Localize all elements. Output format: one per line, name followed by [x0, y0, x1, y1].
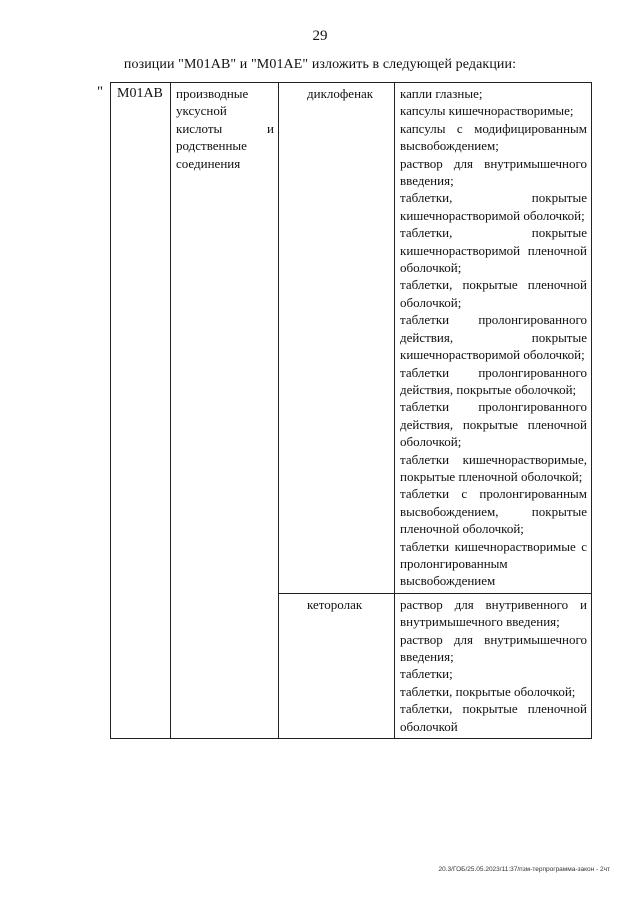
atc-code: М01АВ	[111, 83, 171, 739]
group-name: производные уксусной кислоты и родственные соединения	[171, 83, 279, 739]
dosage-form: таблетки кишечнорастворимые, покрытые пленочной оболочкой;	[400, 451, 587, 484]
intro-text: позиции "М01АВ" и "М01АЕ" изложить в следующей редакции:	[123, 57, 517, 72]
dosage-form: таблетки с пролонгированным высвобождением, покрытые пленочной оболочкой;	[400, 486, 587, 537]
dosage-form: таблетки пролонгированного действия, покрытые оболочкой;	[400, 364, 587, 397]
dosage-form: таблетки пролонгированного действия, покрытые кишечнорастворимой оболочкой;	[400, 312, 587, 363]
dosage-forms	[395, 593, 592, 738]
dosage-form: таблетки, покрытые оболочкой;	[400, 683, 576, 699]
page-number: 29	[312, 28, 328, 44]
dosage-forms	[395, 83, 592, 594]
dosage-form: таблетки, покрытые кишечнорастворимой оболочкой;	[400, 190, 587, 223]
dosage-form: таблетки пролонгированного действия, покрытые пленочной оболочкой;	[400, 399, 587, 450]
drug-name: диклофенак	[279, 83, 395, 594]
document-footer: 20.3/ГОБ/25.05.2023/11:37/пзм-терпрограмма-закон - 2чт	[438, 866, 610, 873]
dosage-form: таблетки кишечнорастворимые с пролонгированным высвобождением	[400, 538, 587, 589]
dosage-form: капсулы кишечнорастворимые;	[400, 103, 574, 119]
dosage-form: таблетки, покрытые кишечнорастворимой пленочной оболочкой;	[400, 225, 587, 276]
dosage-form: раствор для внутримышечного введения;	[400, 631, 587, 664]
dosage-form: таблетки;	[400, 666, 453, 682]
dosage-form: раствор для внутривенного и внутримышечного введения;	[400, 596, 587, 630]
dosage-form: таблетки, покрытые пленочной оболочкой;	[400, 277, 587, 310]
drug-table	[110, 82, 592, 739]
dosage-form: раствор для внутримышечного введения;	[400, 155, 587, 189]
dosage-form: капли глазные;	[400, 86, 483, 101]
dosage-form: таблетки, покрытые пленочной оболочкой	[400, 701, 587, 734]
drug-name: кеторолак	[279, 593, 395, 738]
table-row	[111, 83, 592, 594]
opening-quote: "	[97, 84, 104, 100]
dosage-form: капсулы с модифицированным высвобождением;	[400, 120, 587, 154]
